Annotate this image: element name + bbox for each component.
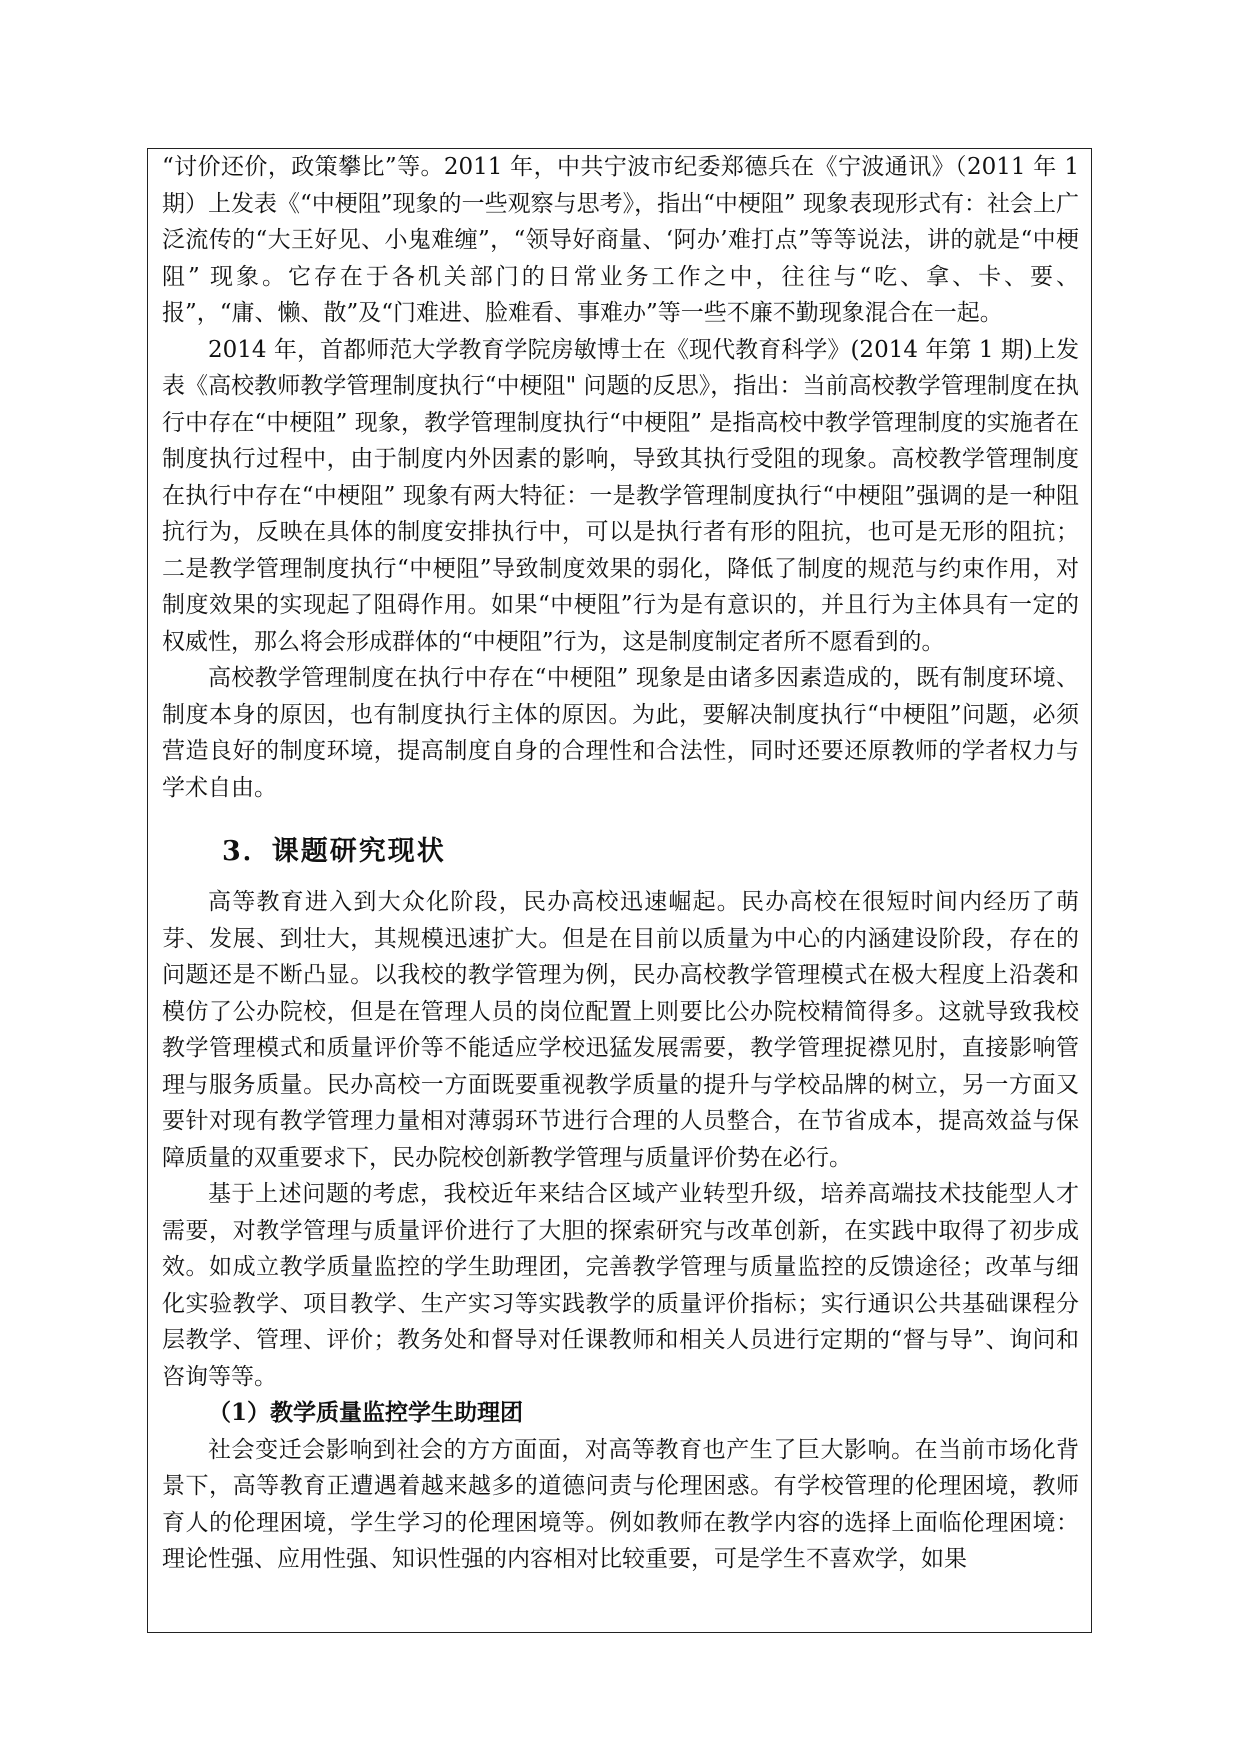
paragraph-fangmin-research: 2014 年，首都师范大学教育学院房敏博士在《现代教育科学》(2014 年第 1 期)上发表《高校教师教学管理制度执行“中梗阻" 问题的反思》，指出：当前高校教学管理制度在执行中存在“中梗阻” 现象，教学管理制度执行“中梗阻” 是指高校中教学管理制度的实施者在制度执行过程中，由于制度内外因素的影响，导致其执行受阻的现象。高校教学管理制度在执行中存在“中梗阻” 现象有两大特征：一是教学管理制度执行“中梗阻”强调的是一种阻抗行为，反映在具体的制度安排执行中，可以是执行者有形的阻抗，也可是无形的阻抗；二是教学管理制度执行“中梗阻”导致制度效果的弱化，降低了制度的规范与约束作用，对制度效果的实现起了阻碍作用。如果“中梗阻”行为是有意识的，并且行为主体具有一定的权威性，那么将会形成群体的“中梗阻”行为，这是制度制定者所不愿看到的。 <box>162 336 1079 655</box>
section-heading-research-status: 3．课题研究现状 <box>222 836 446 867</box>
paragraph-ningbo-report: “讨价还价，政策攀比”等。2011 年，中共宁波市纪委郑德兵在《宁波通讯》（2011 年 1 期）上发表《“中梗阻”现象的一些观察与思考》，指出“中梗阻” 现象表现形式有：社会上广泛流传的“大王好见、小鬼难缠”，“领导好商量、‘阿办’难打点”等等说法，讲的就是“中梗阻” 现象。它存在于各机关部门的日常业务工作之中，往往与“吃、拿、卡、要、报”，“庸、懒、散”及“门难进、脸难看、事难办”等一些不廉不勤现象混合在一起。 <box>162 154 1079 326</box>
paragraph-social-change: 社会变迁会影响到社会的方方面面，对高等教育也产生了巨大影响。在当前市场化背景下，高等教育正遭遇着越来越多的道德问责与伦理困惑。有学校管理的伦理困境，教师育人的伦理困境，学生学习的伦理困境等。例如教师在教学内容的选择上面临伦理困境：理论性强、应用性强、知识性强的内容相对比较重要，可是学生不喜欢学，如果 <box>162 1436 1079 1572</box>
subheading-student-assistant-team: （1）教学质量监控学生助理团 <box>208 1399 524 1426</box>
paragraph-reform-measures: 基于上述问题的考虑，我校近年来结合区域产业转型升级，培养高端技术技能型人才需要，对教学管理与质量评价进行了大胆的探索研究与改革创新，在实践中取得了初步成效。如成立教学质量监控的学生助理团，完善教学管理与质量监控的反馈途径；改革与细化实验教学、项目教学、生产实习等实践教学的质量评价指标；实行通识公共基础课程分层教学、管理、评价；教务处和督导对任课教师和相关人员进行定期的“督与导”、询问和咨询等等。 <box>162 1181 1079 1390</box>
document-content <box>162 149 1079 1578</box>
document-frame <box>147 148 1092 1633</box>
paragraph-private-college-background: 高等教育进入到大众化阶段，民办高校迅速崛起。民办高校在很短时间内经历了萌芽、发展、到壮大，其规模迅速扩大。但是在目前以质量为中心的内涵建设阶段，存在的问题还是不断凸显。以我校的教学管理为例，民办高校教学管理模式在极大程度上沿袭和模仿了公办院校，但是在管理人员的岗位配置上则要比公办院校精简得多。这就导致我校教学管理模式和质量评价等不能适应学校迅猛发展需要，教学管理捉襟见肘，直接影响管理与服务质量。民办高校一方面既要重视教学质量的提升与学校品牌的树立，另一方面又要针对现有教学管理力量相对薄弱环节进行合理的人员整合，在节省成本，提高效益与保障质量的双重要求下，民办院校创新教学管理与质量评价势在必行。 <box>162 889 1079 1171</box>
paragraph-causes-summary: 高校教学管理制度在执行中存在“中梗阻” 现象是由诸多因素造成的，既有制度环境、制度本身的原因，也有制度执行主体的原因。为此，要解决制度执行“中梗阻”问题，必须营造良好的制度环境，提高制度自身的合理性和合法性，同时还要还原教师的学者权力与学术自由。 <box>162 665 1079 801</box>
